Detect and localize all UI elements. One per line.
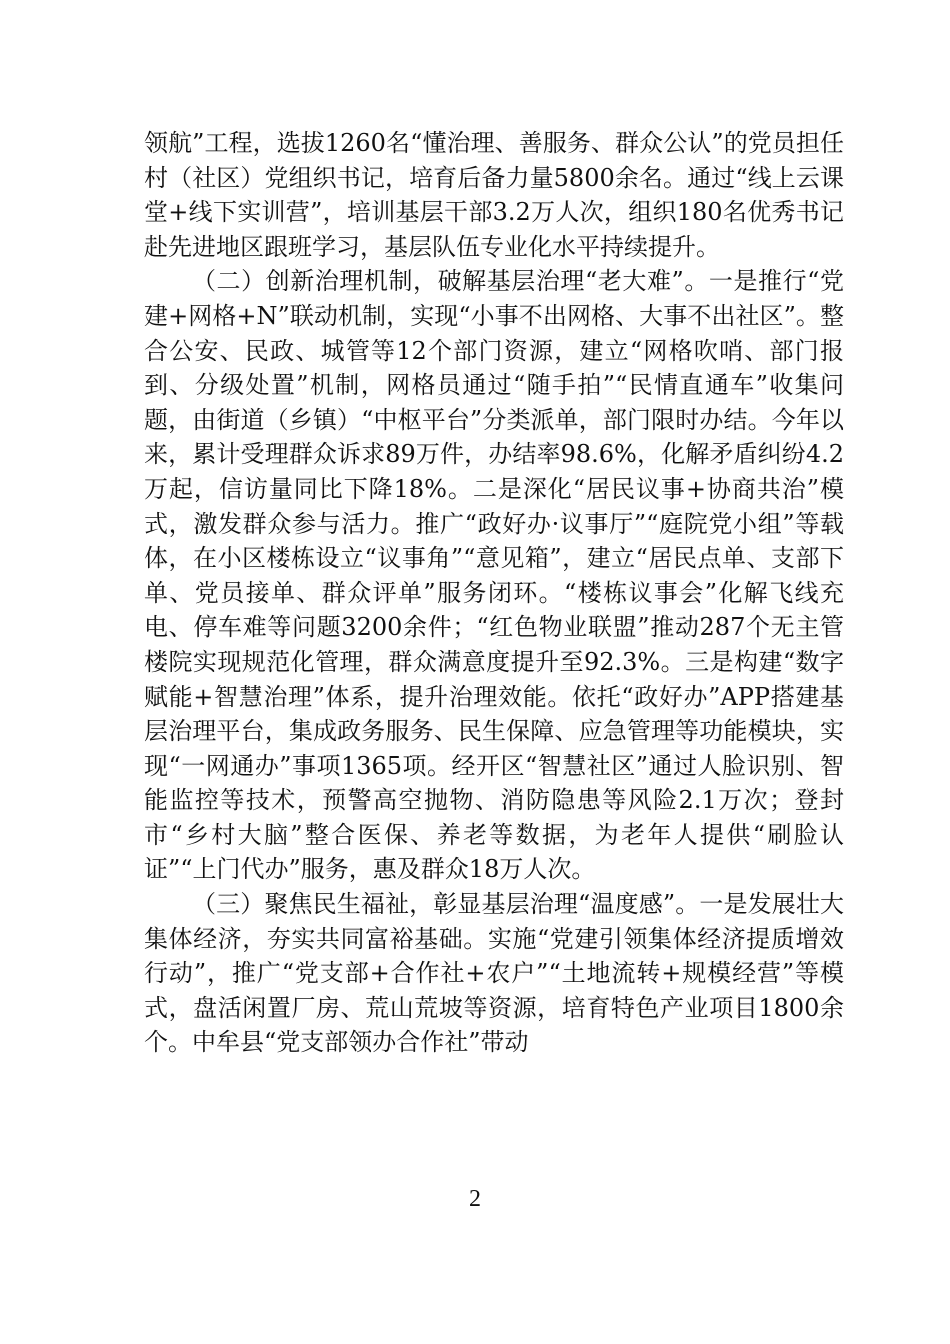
page-number: 2 bbox=[469, 1186, 481, 1212]
paragraph-continuation: 领航”工程，选拔1260名“懂治理、善服务、群众公认”的党员担任村（社区）党组织书记，培育后备力量5800余名。通过“线上云课堂+线下实训营”，培训基层干部3.2万人次，组织180名优秀书记赴先进地区跟班学习，基层队伍专业化水平持续提升。 bbox=[144, 129, 844, 261]
paragraph-livelihood-welfare: （三）聚焦民生福祉，彰显基层治理“温度感”。一是发展壮大集体经济，夯实共同富裕基础。实施“党建引领集体经济提质增效行动”，推广“党支部+合作社+农户”“土地流转+规模经营”等模式，盘活闲置厂房、荒山荒坡等资源，培育特色产业项目1800余个。中牟县“党支部领办合作社”带动 bbox=[144, 890, 844, 1057]
paragraph-governance-mechanism: （二）创新治理机制，破解基层治理“老大难”。一是推行“党建+网格+N”联动机制，实现“小事不出网格、大事不出社区”。整合公安、民政、城管等12个部门资源，建立“网格吹哨、部门报到、分级处置”机制，网格员通过“随手拍”“民情直通车”收集问题，由街道（乡镇）“中枢平台”分类派单，部门限时办结。今年以来，累计受理群众诉求89万件，办结率98.6%，化解矛盾纠纷4.2万起，信访量同比下降18%。二是深化“居民议事+协商共治”模式，激发群众参与活力。推广“政好办·议事厅”“庭院党小组”等载体，在小区楼栋设立“议事角”“意见箱”，建立“居民点单、支部下单、党员接单、群众评单”服务闭环。“楼栋议事会”化解飞线充电、停车难等问题3200余件；“红色物业联盟”推动287个无主管楼院实现规范化管理，群众满意度提升至92.3%。三是构建“数字赋能+智慧治理”体系，提升治理效能。依托“政好办”APP搭建基层治理平台，集成政务服务、民生保障、应急管理等功能模块，实现“一网通办”事项1365项。经开区“智慧社区”通过人脸识别、智能监控等技术，预警高空抛物、消防隐患等风险2.1万次；登封市“乡村大脑”整合医保、养老等数据，为老年人提供“刷脸认证”“上门代办”服务，惠及群众18万人次。 bbox=[144, 267, 844, 884]
body-text bbox=[144, 126, 844, 1060]
